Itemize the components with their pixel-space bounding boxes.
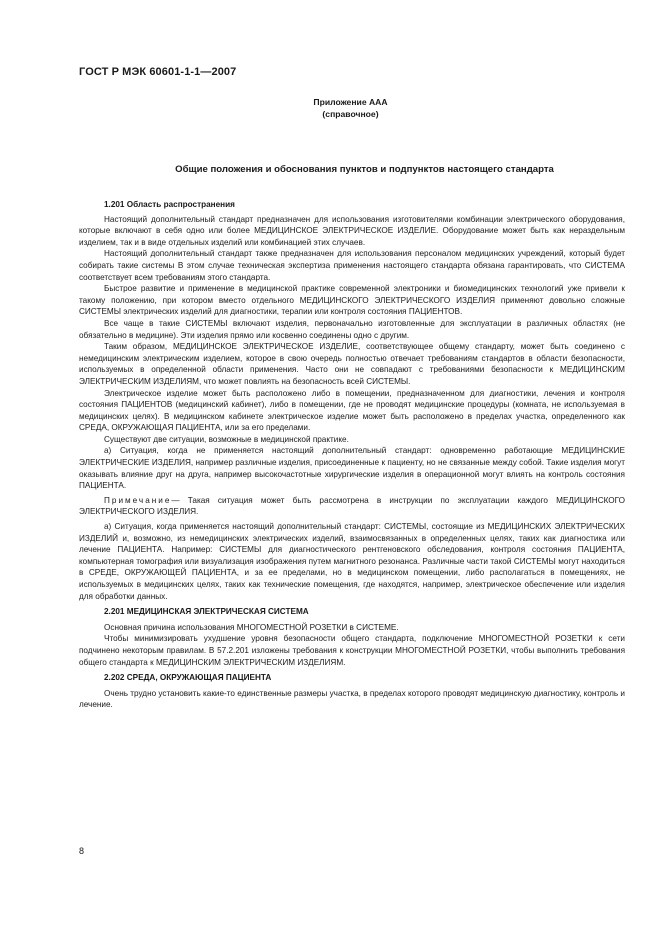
page-number: 8 [79, 846, 85, 856]
clause-2201-heading: 2.201 МЕДИЦИНСКАЯ ЭЛЕКТРИЧЕСКАЯ СИСТЕМА [104, 607, 309, 617]
appendix-title: Приложение ААА [313, 97, 388, 107]
paragraph: а) Ситуация, когда применяется настоящий дополнительный стандарт: СИСТЕМЫ, состоящие из МЕДИЦИНСКИХ ЭЛЕКТРИЧЕСКИХ ИЗДЕЛИЙ и, возможно, из немедицинских электрических изделий, взаимосвязанных в определенных целях, таких как диагностика или лечение ПАЦИЕНТА. Например: СИСТЕМЫ для диагностического рентгеновского обследования, контроля состояния ПАЦИЕНТА, компьютерная томография или визуализация изображения путем магнитного резонанса. Различные части такой СИСТЕМЫ могут находиться в СРЕДЕ, ОКРУЖАЮЩЕЙ ПАЦИЕНТА, и за ее пределами, но в медицинском помещении, либо располагаться в помещениях, не используемых в медицинских целях, таких как технические помещения, где находятся, например, электрическое обеспечение или изделия для обработки данных. [79, 522, 625, 601]
clause-1201-heading: 1.201 Область распространения [104, 200, 235, 209]
appendix-type: (справочное) [322, 109, 379, 119]
paragraph: Основная причина использования МНОГОМЕСТНОЙ РОЗЕТКИ в СИСТЕМЕ. [104, 622, 399, 632]
paragraph: а) Ситуация, когда не применяется настоящий дополнительный стандарт: одновременно работающие МЕДИЦИНСКИЕ ЭЛЕКТРИЧЕСКИЕ ИЗДЕЛИЯ, например различные изделия, присоединенные к пациенту, но не связанные между собой. Такие изделия могут оказывать влияние друг на друга, например высокочастотные хирургические изделия в операционной могут влиять на контроль состояния ПАЦИЕНТА. [79, 446, 625, 491]
paragraph: Настоящий дополнительный стандарт также предназначен для использования персоналом медицинских учреждений, который будет собирать такие системы В этом случае техническая экспертиза применения настоящего стандарта обязана гарантировать, что СИСТЕМА соответствует всем требованиям этого стандарта. [79, 249, 625, 282]
paragraph: Настоящий дополнительный стандарт предназначен для использования изготовителями комбинации электрического оборудования, которые включают в себя одно или более МЕДИЦИНСКОЕ ЭЛЕКТРИЧЕСКОЕ ИЗДЕЛИЕ. Оборудование может быть как нераздельным изделием, так и в виде отдельных изделий или комбинацией этих случаев. [79, 214, 625, 247]
document-body [79, 197, 625, 711]
paragraph: Чтобы минимизировать ухудшение уровня безопасности общего стандарта, подключение МНОГОМЕСТНОЙ РОЗЕТКИ к сети подчинено некоторым правилам. В 57.2.201 изложены требования к конструкции МНОГОМЕСТНОЙ РОЗЕТКИ, чтобы выполнить требования общего стандарта к МЕДИЦИНСКИМ ЭЛЕКТРИЧЕСКИМ ИЗДЕЛИЯМ. [79, 634, 625, 667]
standard-header: ГОСТ Р МЭК 60601-1-1—2007 [79, 66, 237, 78]
paragraph: Очень трудно установить какие-то единственные размеры участка, в пределах которого проводят медицинскую диагностику, контроль и лечение. [79, 688, 625, 710]
clause-2202-heading: 2.202 СРЕДА, ОКРУЖАЮЩАЯ ПАЦИЕНТА [104, 673, 272, 683]
section-title: Общие положения и обоснования пунктов и подпунктов настоящего стандарта [175, 164, 554, 175]
paragraph: Быстрое развитие и применение в медицинской практике современной электроники и биомедицинских технологий уже привели к такому положению, при котором вместо отдельного МЕДИЦИНСКОГО ЭЛЕКТРИЧЕСКОГО ИЗДЕЛИЯ применяют довольно сложные СИСТЕМЫ электрических изделий для диагностики, терапии или контроля состояния ПАЦИЕНТОВ. [79, 284, 625, 317]
note-paragraph [79, 495, 625, 518]
paragraph: Существуют две ситуации, возможные в медицинской практике. [104, 434, 349, 444]
note-lead: Примечание [104, 495, 172, 505]
note-text: — Такая ситуация может быть рассмотрена в инструкции по эксплуатации каждого МЕДИЦИНСКОГО ЭЛЕКТРИЧЕСКОГО ИЗДЕЛИЯ. [79, 495, 625, 517]
paragraph: Все чаще в такие СИСТЕМЫ включают изделия, первоначально изготовленные для эксплуатации в различных областях (не обязательно в медицине). Эти изделия прямо или косвенно соединены одно с другим. [79, 318, 625, 340]
paragraph: Электрическое изделие может быть расположено либо в помещении, предназначенном для диагностики, лечения и контроля состояния ПАЦИЕНТОВ (медицинский кабинет), либо в помещении, где не проводят медицинские процедуры (комната, не используемая в медицинских целях). В медицинском кабинете электрическое изделие может быть расположено в пределах участка, определенного как СРЕДА, ОКРУЖАЮЩАЯ ПАЦИЕНТА, или за его пределами. [79, 388, 625, 433]
paragraph: Таким образом, МЕДИЦИНСКОЕ ЭЛЕКТРИЧЕСКОЕ ИЗДЕЛИЕ, соответствующее общему стандарту, может быть соединено с немедицинским электрическим изделием, которое в свою очередь полностью отвечает требованиям стандартов в области безопасности, используемых в определенной области применения. Часто они не совпадают с требованиями безопасности к МЕДИЦИНСКИМ ЭЛЕКТРИЧЕСКИМ ИЗДЕЛИЯМ, что может повлиять на безопасность всей СИСТЕМЫ. [79, 342, 625, 386]
